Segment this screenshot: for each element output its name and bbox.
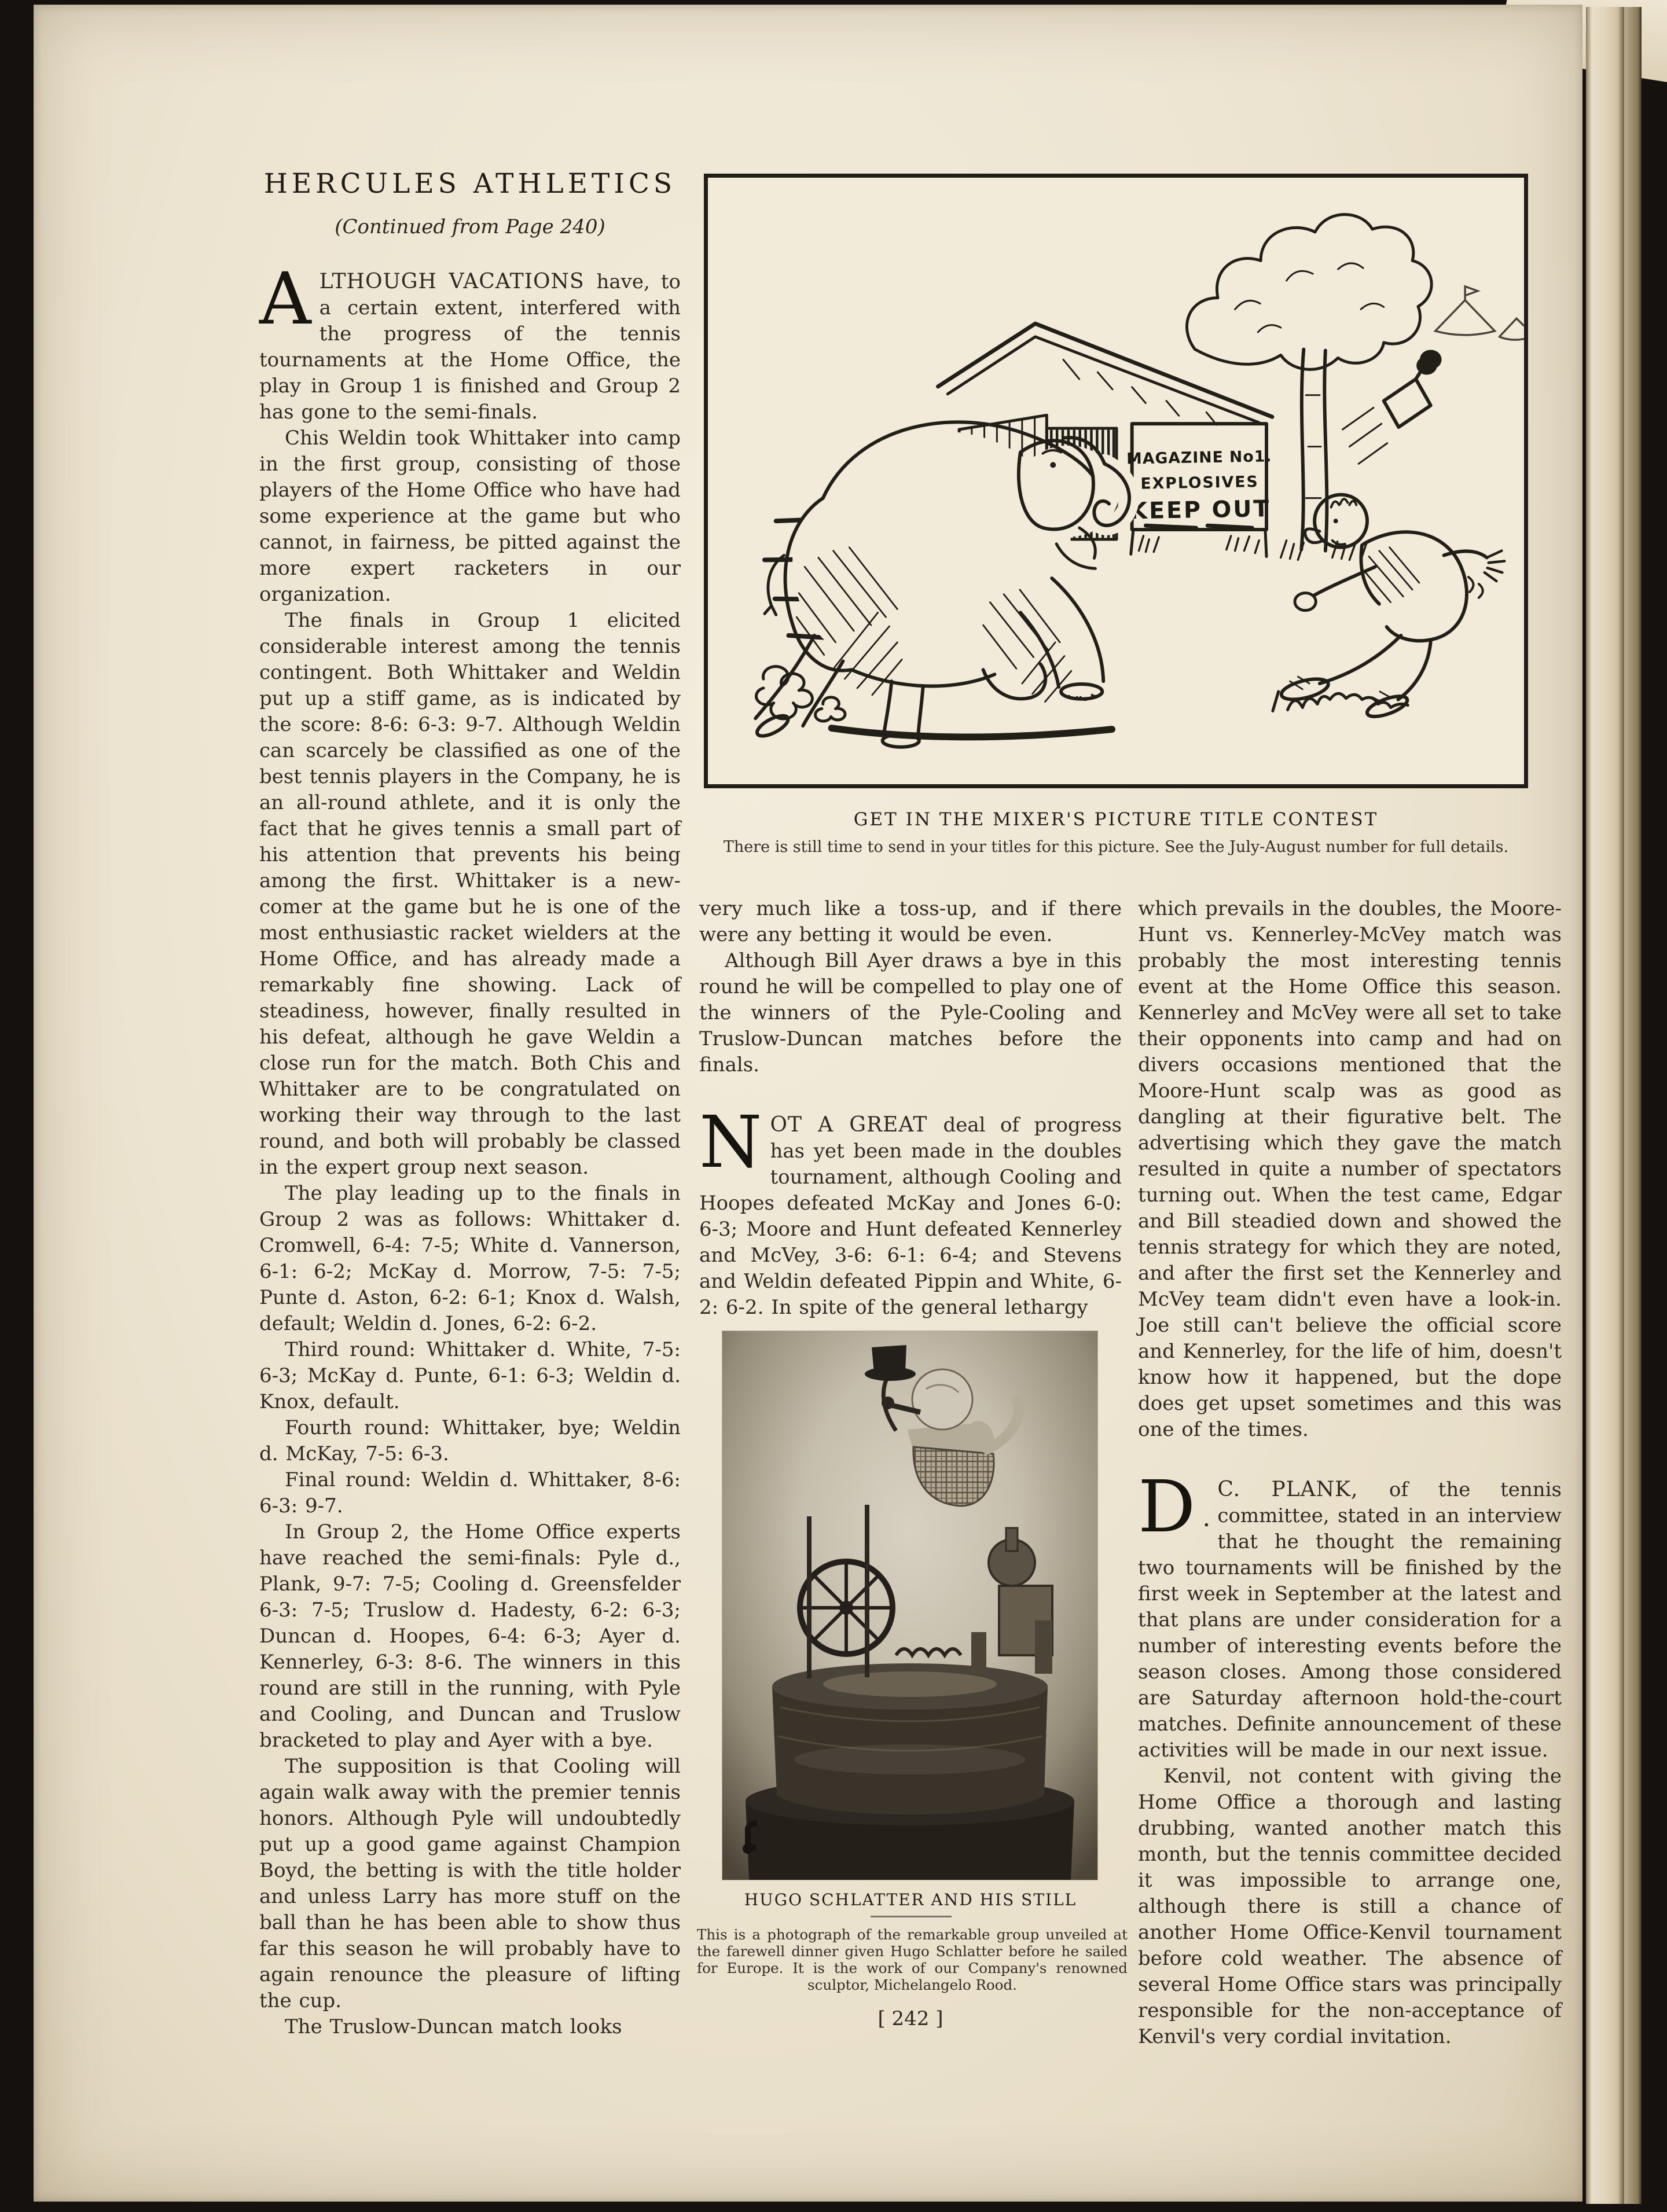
paragraph: very much like a toss-up, and if there were any betting it would be even. [699, 897, 1122, 946]
paragraph: D . C. PLANK, of the tennis committee, stated in an interview that he thought the remaining two tournaments will be finished by the first week in September at the latest and that plans are under consideration for a number of interesting events before the season closes. Among those considered are Saturday afternoon hold-the-court matches. Definite announcement of these activities will be made in our next issue. [1138, 1465, 1562, 1762]
paragraph: The Truslow-Duncan match looks [285, 2015, 622, 2038]
cartoon-caption: GET IN THE MIXER'S PICTURE TITLE CONTEST [853, 809, 1379, 830]
drop-cap: A [259, 258, 311, 341]
photo-hugo-schlatter [722, 1331, 1097, 1880]
lead-caps: C. PLANK, [1217, 1478, 1389, 1501]
paragraph: In Group 2, the Home Office experts have reached the semi-finals: Pyle d., Plank, 9-7: 7-5; Cooling d. Greensfelder 6-3: 7-5; Truslow d. Hadesty, 6-2: 6-3; Duncan d. Hoopes, 6-4: 6-3; Ayer d. Kennerley, 6-3: 8-6. The winners in this round are still in the running, with Pyle and Cooling, and Duncan and Truslow bracketed to play and Ayer with a bye. [259, 1520, 681, 1752]
cartoon-subcaption: There is still time to send in your titles for this picture. See the July-August number for full details. [723, 838, 1509, 856]
running-man [1279, 351, 1504, 721]
paragraph: Final round: Weldin d. Whittaker, 8-6: 6-3: 9-7. [259, 1468, 681, 1517]
elephant-shadow [832, 728, 1112, 737]
paragraph: ALTHOUGH VACATIONS have, to a certain extent, interfered with the progress of the tennis tournaments at the Home Office, the play in Group 1 is finished and Group 2 has gone to the semi-finals. [259, 258, 681, 424]
paragraph: Third round: Whittaker d. White, 7-5: 6-3; McKay d. Punte, 6-1: 6-3; Weldin d. Knox, default. [259, 1338, 681, 1413]
lead-caps: OT A GREAT [770, 1113, 943, 1137]
sign-line-2: EXPLOSIVES [1140, 473, 1259, 493]
caption-rule [871, 1916, 952, 1917]
page-number: [ 242 ] [877, 2007, 943, 2030]
paragraph: The supposition is that Cooling will again walk away with the premier tennis honors. Although Pyle will undoubtedly put up a good game against Champion Boyd, the betting is with the title holder and unless Larry has more stuff on the ball than he has been able to show thus far this season he will probably have to again renounce the pleasure of lifting the cup. [259, 1755, 681, 2012]
text-column-right [1138, 896, 1562, 2050]
cartoon-panel [704, 174, 1528, 788]
text-column-middle [699, 896, 1122, 1321]
photo-caption: HUGO SCHLATTER AND HIS STILL [744, 1890, 1077, 1909]
article-title: HERCULES ATHLETICS [263, 168, 677, 200]
drop-cap: D [1138, 1465, 1196, 1549]
paragraph: The finals in Group 1 elicited considerable interest among the tennis contingent. Both Whittaker and Weldin put up a stiff game, as is indicated by the score: 8-6: 6-3: 9-7. Although Weldin can scarcely be classified as one of the best tennis players in the Company, he is an all-round athlete, and it is only the fact that he gives tennis a small part of his attention that prevents his being among the first. Whittaker is a new-comer at the game but he is one of the most enthusiastic racket wielders at the Home Office, and has already made a remarkably fine showing. Lack of steadiness, however, finally resulted in his defeat, although he gave Weldin a close run for the match. Both Chis and Whittaker are to be congratulated on working their way through to the last round, and both will probably be classed in the expert group next season. [259, 609, 681, 1179]
artist-signature [1273, 692, 1408, 711]
photo-image [722, 1331, 1097, 1880]
grass-tufts [1139, 536, 1260, 553]
article-continued-note: (Continued from Page 240) [335, 215, 605, 238]
book-fore-edge [1586, 7, 1624, 2204]
paragraph: Although Bill Ayer draws a bye in this round he will be compelled to play one of the winners of the Pyle-Cooling and Truslow-Duncan matches before the finals. [699, 949, 1122, 1076]
flying-flask [1384, 351, 1440, 427]
flask-motion-lines [1343, 407, 1387, 464]
magazine-page [34, 5, 1582, 2202]
paragraph: The play leading up to the finals in Group 2 was as follows: Whittaker d. Cromwell, 6-4: 7-5; White d. Vannerson, 6-1: 6-2; McKay d. Morrow, 7-5: 7-5; Punte d. Aston, 6-2: 6-1; Knox d. Walsh, default; Weldin d. Jones, 6-2: 6-2. [259, 1182, 681, 1335]
dust-puffs [757, 667, 846, 722]
drop-cap: N [699, 1101, 762, 1184]
paragraph: NOT A GREAT deal of progress has yet been made in the doubles tournament, although Cooling and Hoopes defeated McKay and Jones 6-0: 6-3; Moore and Hunt defeated Kennerley and McVey, 3-6: 6-1: 6-4; and Stevens and Weldin defeated Pippin and White, 6-2: 6-2. In spite of the general lethargy [699, 1101, 1122, 1319]
text-column-left [259, 258, 681, 2040]
sign-line-3: KEEP OUT [1129, 495, 1271, 525]
cartoon-illustration [708, 178, 1524, 784]
drop-cap-period: . [1202, 1503, 1211, 1533]
paragraph: which prevails in the doubles, the Moore-Hunt vs. Kennerley-McVey match was probably the most interesting tennis event at the Home Office this season. Kennerley and McVey were all set to take their opponents into camp and had on divers occasions mentioned that the Moore-Hunt scalp was as good as dangling at their figurative belt. The advertising which they gave the match resulted in quite a number of spectators turning out. When the test came, Edgar and Bill steadied down and showed the tennis strategy for which they are noted, and after the first set the Kennerley and McVey team didn't even have a look-in. Joe still can't believe the official score and Kennerley, for the life of him, doesn't know how it happened, but the dope does get upset sometimes and this was one of the times. [1138, 897, 1562, 1441]
paragraph: Chis Weldin took Whittaker into camp in the first group, consisting of those players of the Home Office who have had some experience at the game but who cannot, in fairness, be pitted against the more expert racketers in our organization. [259, 427, 681, 606]
sign-line-1: MAGAZINE No1. [1126, 447, 1272, 468]
photo-description: This is a photograph of the remarkable group unveiled at the farewell dinner given Hugo Schlatter before he sailed for Europe. It is the work of our Company's renowned sculptor, Michelangelo Rood. [697, 1926, 1128, 1993]
circus-tents [1435, 286, 1523, 340]
paragraph: Kenvil, not content with giving the Home Office a thorough and lasting drubbing, wanted another match this month, but the tennis committee decided it was impossible to arrange one, although there is still a chance of another Home Office-Kenvil tournament before cold weather. The absence of several Home Office stars was principally responsible for the non-acceptance of Kenvil's very cordial invitation. [1138, 1765, 1562, 2048]
lead-caps: LTHOUGH VACATIONS [319, 270, 597, 293]
paragraph: Fourth round: Whittaker, bye; Weldin d. McKay, 7-5: 6-3. [259, 1416, 681, 1465]
book-fore-edge-shadow [1624, 7, 1642, 2204]
